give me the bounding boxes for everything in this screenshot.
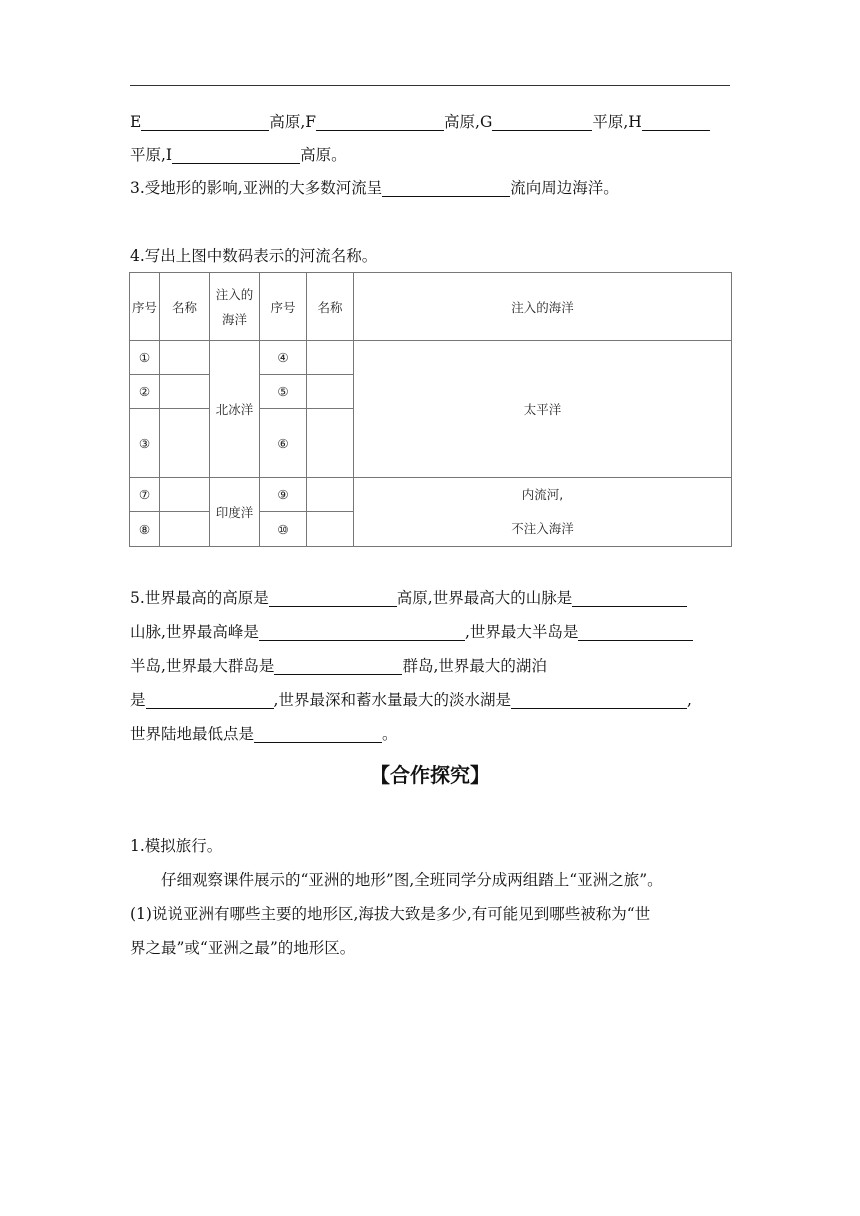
q5-line-3: 半岛,世界最大群岛是 群岛,世界最大的湖泊 [130,651,730,681]
river-name-cell[interactable] [160,409,210,477]
table-row [130,477,732,512]
blank-largest-peninsula[interactable] [578,620,693,641]
blank-river-direction[interactable] [382,176,510,197]
table-header-row [130,273,732,341]
river-name-cell[interactable] [307,409,354,477]
inquiry-q1-sub-line-1: (1)说说亚洲有哪些主要的地形区,海拔大致是多少,有可能见到哪些被称为“世 [130,905,651,923]
river-name-cell[interactable] [307,375,354,409]
header-name-2: 名称 [307,273,354,341]
table-row [130,341,732,375]
blank-g[interactable] [492,110,592,131]
q5-line-5: 世界陆地最低点是 。 [130,719,730,749]
row-no: ⑤ [260,375,307,409]
river-name-cell[interactable] [160,341,210,375]
inquiry-q1-title: 1.模拟旅行。 [130,837,223,855]
blank-highest-plateau[interactable] [269,586,397,607]
ocean-cell-indian: 印度洋 [210,477,260,546]
header-ocean-2: 注入的海洋 [354,273,732,341]
row-no: ① [130,341,160,375]
q3-line: 3.受地形的影响,亚洲的大多数河流呈 流向周边海洋。 [130,173,730,203]
blank-lowest-point[interactable] [254,722,382,743]
blank-largest-lake[interactable] [146,688,274,709]
header-no-2: 序号 [260,273,307,341]
header-no-1: 序号 [130,273,160,341]
q5-line-1: 5.世界最高的高原是 高原,世界最高大的山脉是 [130,583,730,613]
river-name-cell[interactable] [160,512,210,547]
river-name-cell[interactable] [307,341,354,375]
row-no: ⑨ [260,477,307,512]
header-ocean-1: 注入的 海洋 [210,273,260,341]
row-no: ③ [130,409,160,477]
section-heading: 【合作探究】 [370,763,490,787]
q5-line-4: 是 ,世界最深和蓄水量最大的淡水湖是 , [130,685,730,715]
blank-highest-mountain-range[interactable] [572,586,687,607]
q2-line-2: 平原,I 高原。 [130,140,730,170]
header-name-1: 名称 [160,273,210,341]
river-table [129,272,732,547]
row-no: ⑩ [260,512,307,547]
row-no: ② [130,375,160,409]
blank-deepest-freshwater-lake[interactable] [511,688,687,709]
blank-i[interactable] [172,143,300,164]
ocean-cell-pacific: 太平洋 [354,341,732,477]
blank-largest-archipelago[interactable] [274,654,402,675]
row-no: ⑧ [130,512,160,547]
q5-line-2: 山脉,世界最高峰是 ,世界最大半岛是 [130,617,730,647]
blank-f[interactable] [316,110,444,131]
blank-e[interactable] [141,110,269,131]
inquiry-q1-sub-line-2: 界之最”或“亚洲之最”的地形区。 [130,939,356,957]
inquiry-q1-paragraph: 仔细观察课件展示的“亚洲的地形”图,全班同学分成两组踏上“亚洲之旅”。 [161,871,663,889]
row-no: ⑦ [130,477,160,512]
blank-highest-peak[interactable] [259,620,465,641]
q2-line-1: E 高原,F 高原,G 平原,H [130,107,730,137]
row-no: ⑥ [260,409,307,477]
river-name-cell[interactable] [307,477,354,512]
ocean-cell-inland: 内流河, 不注入海洋 [354,477,732,546]
river-name-cell[interactable] [160,375,210,409]
row-no: ④ [260,341,307,375]
river-name-cell[interactable] [160,477,210,512]
river-name-cell[interactable] [307,512,354,547]
ocean-cell-arctic: 北冰洋 [210,341,260,477]
blank-h[interactable] [642,110,710,131]
q4-line: 4.写出上图中数码表示的河流名称。 [130,247,378,265]
header-rule [130,85,730,86]
